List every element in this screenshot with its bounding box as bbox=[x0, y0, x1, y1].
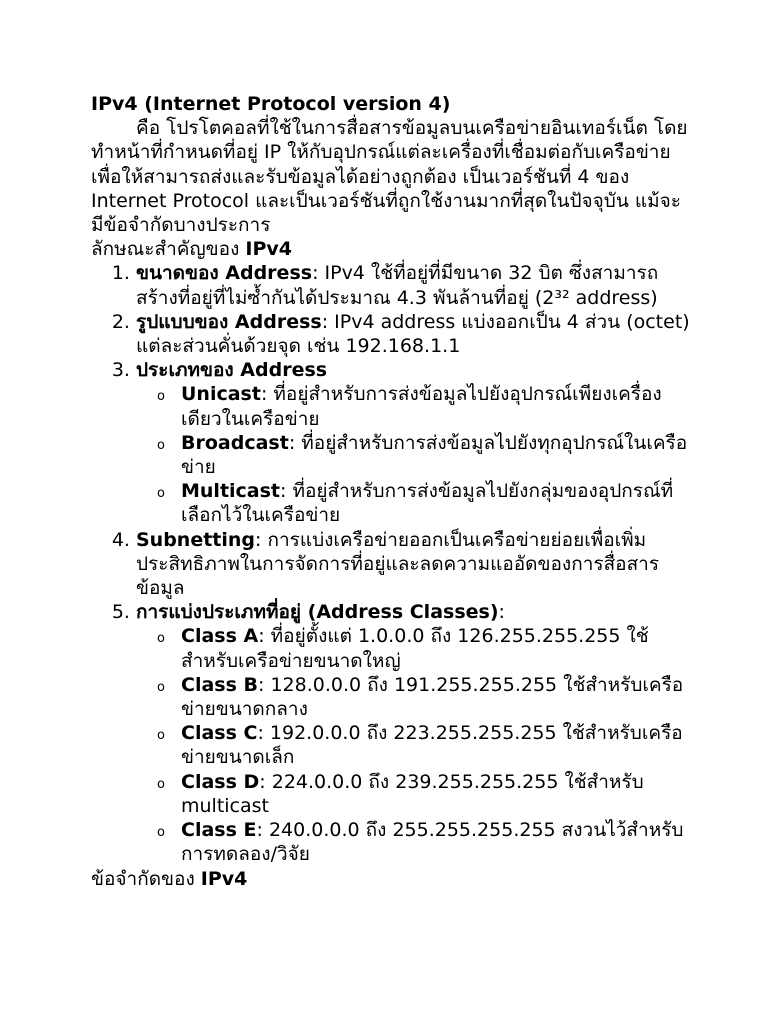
limits-heading: ข้อจำกัดของ IPv4 bbox=[91, 867, 248, 890]
sub-item-label: Class A bbox=[181, 625, 259, 648]
features-heading: ลักษณะสำคัญของ IPv4 bbox=[91, 238, 292, 261]
feature-item-label: รูปแบบของ Address bbox=[136, 310, 322, 333]
sub-list-item bbox=[181, 770, 691, 818]
sub-list-item bbox=[181, 624, 691, 672]
feature-item-text: : การแบ่งเครือข่ายออกเป็นเครือข่ายย่อยเพื่อเพิ่มประสิทธิภาพในการจัดการที่อยู่และลดความแออัดของการสื่อสารข้อมูล bbox=[136, 528, 660, 600]
sub-list-item bbox=[181, 818, 691, 866]
sub-list bbox=[136, 382, 691, 527]
feature-item bbox=[136, 310, 691, 358]
sub-item-text: : ที่อยู่สำหรับการส่งข้อมูลไปยังทุกอุปกรณ์ในเครือข่าย bbox=[181, 431, 688, 479]
sub-item-text: : ที่อยู่สำหรับการส่งข้อมูลไปยังกลุ่มของอุปกรณ์ที่เลือกไว้ในเครือข่าย bbox=[181, 480, 674, 527]
sub-list-item bbox=[181, 382, 691, 430]
document-body bbox=[91, 92, 691, 891]
sub-item-label: Broadcast bbox=[181, 431, 289, 454]
document-title: IPv4 (Internet Protocol version 4) bbox=[91, 93, 451, 115]
sub-item-text: : 224.0.0.0 ถึง 239.255.255.255 ใช้สำหรับ multicast bbox=[181, 770, 644, 817]
feature-item bbox=[136, 528, 691, 601]
features-list bbox=[91, 261, 691, 866]
sub-item-label: Unicast bbox=[181, 383, 261, 406]
sub-item-text: : 192.0.0.0 ถึง 223.255.255.255 ใช้สำหรับเครือข่ายขนาดเล็ก bbox=[181, 722, 683, 769]
sub-item-label: Class C bbox=[181, 722, 258, 745]
sub-item-label: Class D bbox=[181, 770, 260, 793]
feature-item-text: : IPv4 address แบ่งออกเป็น 4 ส่วน (octet) แต่ละส่วนคั่นด้วยจุด เช่น 192.168.1.1 bbox=[136, 310, 690, 358]
sub-list-item bbox=[181, 431, 691, 479]
sub-item-text: : ที่อยู่ตั้งแต่ 1.0.0.0 ถึง 126.255.255.255 ใช้สำหรับเครือข่ายขนาดใหญ่ bbox=[181, 625, 649, 672]
feature-item-label: การแบ่งประเภทที่อยู่ (Address Classes) bbox=[136, 601, 499, 624]
sub-list-item bbox=[181, 479, 691, 527]
feature-item bbox=[136, 261, 691, 309]
intro-paragraph: คือ โปรโตคอลที่ใช้ในการสื่อสารข้อมูลบนเครือข่ายอินเทอร์เน็ต โดยทำหน้าที่กำหนดที่อยู่ IP ให้กับอุปกรณ์แต่ละเครื่องที่เชื่อมต่อกับเครือข่าย เพื่อให้สามารถส่งและรับข้อมูลได้อย่างถูกต้อง เป็นเวอร์ชันที่ 4 ของ Internet Protocol และเป็นเวอร์ชันที่ถูกใช้งานมากที่สุดในปัจจุบัน แม้จะมีข้อจำกัดบางประการ bbox=[91, 117, 688, 237]
sub-item-label: Class E bbox=[181, 819, 257, 842]
sub-list bbox=[136, 624, 691, 866]
feature-item bbox=[136, 358, 691, 527]
sub-list-item bbox=[181, 673, 691, 721]
feature-item-label: ประเภทของ Address bbox=[136, 359, 328, 382]
sub-item-text: : 240.0.0.0 ถึง 255.255.255.255 สงวนไว้สำหรับการทดลอง/วิจัย bbox=[181, 819, 684, 866]
feature-item-text: : bbox=[498, 601, 505, 624]
sub-item-text: : 128.0.0.0 ถึง 191.255.255.255 ใช้สำหรับเครือข่ายขนาดกลาง bbox=[181, 673, 684, 721]
feature-item-label: Subnetting bbox=[136, 528, 256, 551]
feature-item-text: : IPv4 ใช้ที่อยู่ที่มีขนาด 32 บิต ซึ่งสามารถสร้างที่อยู่ที่ไม่ซ้ำกันได้ประมาณ 4.3 พันล้านที่อยู่ (2³² address) bbox=[136, 262, 659, 309]
sub-list-item bbox=[181, 721, 691, 769]
feature-item bbox=[136, 600, 691, 866]
sub-item-text: : ที่อยู่สำหรับการส่งข้อมูลไปยังอุปกรณ์เพียงเครื่องเดียวในเครือข่าย bbox=[181, 383, 662, 430]
feature-item-label: ขนาดของ Address bbox=[136, 262, 313, 285]
sub-item-label: Multicast bbox=[181, 480, 281, 503]
sub-item-label: Class B bbox=[181, 673, 258, 696]
